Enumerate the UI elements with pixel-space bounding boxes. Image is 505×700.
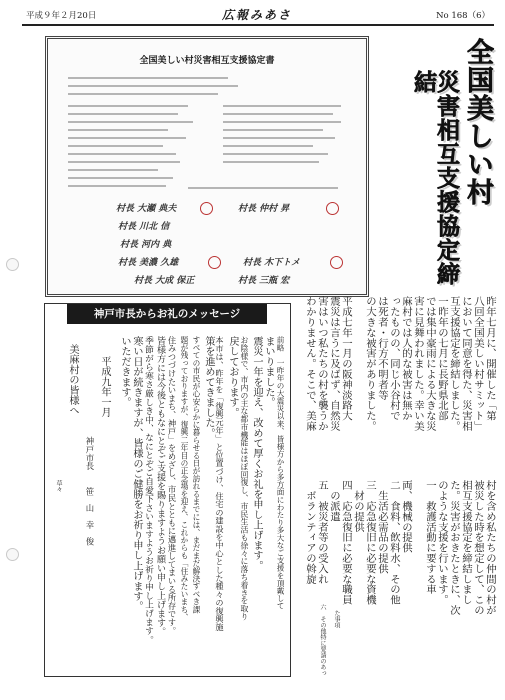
article-line: 一昨年の七月に長野県北部 (436, 296, 448, 421)
message-line: 策を進めてきました。 (203, 336, 214, 438)
text-line (223, 137, 335, 139)
text-line (68, 161, 180, 163)
text-line (223, 121, 341, 123)
article-line: 一 救護活動に要する車 (424, 480, 436, 595)
binder-hole-bottom (6, 548, 19, 561)
article-line: 五 被災者等の受入れ (316, 480, 328, 584)
article-line: において同意を得た、災害相 (460, 296, 472, 432)
article-line: 材の提供 (352, 480, 364, 532)
message-addressee: 美麻村の皆様へ (67, 344, 78, 416)
text-line (223, 129, 323, 131)
article-line: 三 応急復旧に必要な資機 (364, 480, 376, 605)
article-line: 震災は言うに及ばず、自然災 (328, 296, 340, 432)
signature: 村長 河内 典 (120, 240, 172, 250)
agreement-title: 全国美しい村災害相互支援協定書 (139, 56, 275, 66)
text-line (223, 153, 328, 155)
page-header (22, 6, 494, 26)
signature: 村長 川北 信 (118, 222, 170, 232)
text-line (68, 177, 173, 179)
text-line (68, 121, 193, 123)
article-line: ったものの、同じ小谷村で (388, 296, 400, 421)
message-line: 季節がら寒さ厳しき中、なにとぞご自愛下さいますようお祈り申し上げます。 (143, 336, 153, 644)
article-line: 害に見舞われました。幸い美 (412, 296, 424, 432)
message-line: すべての市民が心安らかに暮らせる日が訪れるまでには、まだまだ解決すべき課 (192, 336, 201, 614)
message-title: 神戸市長からお礼のメッセージ (67, 304, 267, 324)
text-line (223, 113, 333, 115)
text-line (68, 77, 228, 79)
article-line: ボランティアの斡旋 (304, 480, 316, 584)
text-line (68, 137, 186, 139)
message-line: お陰様で、市内の主な都市機能はほぼ回復し、市民生活も徐々に落ち着きを取り (240, 336, 249, 621)
article-line: では集中豪雨による大きな災 (424, 296, 436, 432)
official-seal (208, 256, 221, 269)
article-line: わかりません。そこで、美麻 (304, 296, 316, 432)
headline-line-2: 災害相互支援協定締結 (410, 70, 459, 286)
text-line (223, 105, 341, 107)
article-line: 昨年七月に、開催した「第 (484, 296, 496, 421)
text-line (188, 187, 338, 189)
text-line (68, 185, 166, 187)
article-line: 麻村では人的な被害は無か (400, 296, 412, 421)
message-line: 震災一年を迎え、改めて厚くお礼を申し上げます。 (251, 336, 262, 571)
headline-line-1: 全国美しい村 (462, 38, 493, 206)
message-line: 戻しております。 (227, 336, 238, 418)
binder-hole-top (6, 258, 19, 271)
message-line: 住みつづけたいまち、神戸」をめざし、市民とともに邁進してまいる所存です。 (167, 336, 177, 635)
message-signature: 神戸市長 笹 山 幸 俊 (85, 336, 95, 546)
article-line: の大きな被害がありました。 (364, 296, 376, 432)
text-line (68, 85, 238, 87)
article-line: た事項 (333, 604, 340, 628)
signature: 村長 大成 保正 (134, 276, 195, 286)
article-line: 八回全国美しい村サミット」 (472, 296, 484, 432)
article-line: の派遣 (328, 480, 340, 522)
article-line: のような支援を行います。 (436, 480, 448, 605)
message-line: いただきます。 (119, 336, 130, 408)
text-line (68, 113, 178, 115)
headline (362, 38, 497, 286)
issue-date: 平成９年２月20日 (26, 11, 97, 21)
article-line: 平成七年一月の阪神淡路大 (340, 296, 352, 421)
article-line: た。災害がおきたときに、次 (448, 480, 460, 616)
article-line: 相互支援協定を締結しまし (460, 480, 472, 605)
article-line: は死者・行方不明者等 (376, 296, 388, 400)
text-line (68, 169, 158, 171)
article-line: 互支援協定を締結しました。 (448, 296, 460, 432)
message-closing: 草々 (55, 336, 62, 492)
newsletter-title: 広報みあさ (222, 8, 293, 22)
kobe-message-box (44, 303, 291, 677)
message-line: 前略 一昨年の大震災以来、皆様方から多方面にわたり多大なご支援を頂戴して (276, 336, 285, 610)
text-line (68, 153, 176, 155)
text-line (223, 145, 313, 147)
issue-number: No 168（6） (436, 11, 490, 21)
official-seal (326, 202, 339, 215)
article-line: 村を含め私たちの仲間の村が (484, 480, 496, 616)
text-line (68, 145, 163, 147)
article-line: 生活必需品の提供 (376, 480, 388, 574)
message-line: まいりました。 (263, 336, 274, 408)
signature: 村長 美濃 久雄 (118, 258, 179, 268)
signature: 村長 大瀬 典夫 (116, 204, 177, 214)
article-items-extra (300, 604, 340, 680)
signature: 村長 三瓶 宏 (238, 276, 290, 286)
text-line (223, 161, 319, 163)
message-line: 寒い日が続きますが、皆様のご健勝をお祈り申し上げます。 (131, 336, 142, 612)
message-line: 皆様方には今後ともなにとぞご支援を賜りますようお願い申し上げます。 (155, 336, 165, 637)
official-seal (200, 202, 213, 215)
message-line: 本市は、昨年を「復興元年」と位置づけ、住宅の建設を中心とした種々の復興施 (215, 336, 225, 632)
text-line (68, 93, 218, 95)
article-line: 四 応急復旧に必要な職員 (340, 480, 352, 605)
article-line: 害はいつ私たちの村を襲うか (316, 296, 328, 432)
signature: 村長 仲村 昇 (238, 204, 290, 214)
text-line (68, 129, 168, 131)
message-line: 題が残っておりますが、復興二年目の正念場を迎え、これからも「住みたいまち、 (180, 336, 189, 621)
signature: 村長 木下トメ (243, 258, 301, 268)
article-line: 二 食料、飲料水、その他 (388, 480, 400, 605)
official-seal (330, 256, 343, 269)
article-line: 被災した時を想定して、この (472, 480, 484, 616)
text-line (68, 105, 188, 107)
article-line: 六 その他特に要請のあっ (319, 604, 326, 676)
agreement-document-photo (45, 36, 369, 297)
article-line: 両、機械の提供 (400, 480, 412, 553)
message-date: 平成九年一月 (99, 356, 110, 418)
